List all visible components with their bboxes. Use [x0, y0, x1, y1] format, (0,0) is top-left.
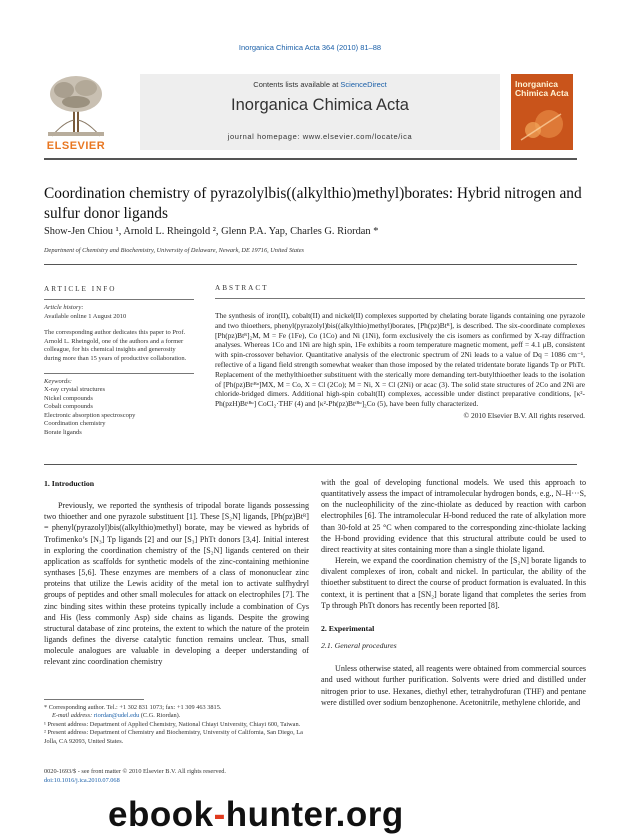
abstract-bottom-rule [44, 464, 577, 465]
sciencedirect-link[interactable]: ScienceDirect [340, 80, 387, 89]
article-authors: Show-Jen Chiou ¹, Arnold L. Rheingold ², Glenn P.A. Yap, Charles G. Riordan * [44, 226, 379, 237]
keyword-item: X-ray crystal structures [44, 386, 106, 394]
elsevier-tree-logo [44, 72, 108, 152]
keywords-label [44, 378, 194, 387]
keyword-item: Nickel compounds [44, 394, 93, 402]
body-column-left [44, 478, 309, 668]
affiliation-rule [44, 264, 577, 265]
footnote-rule [44, 699, 144, 700]
doi-link[interactable]: doi:10.1016/j.ica.2010.07.068 [44, 776, 120, 784]
keyword-item: Cobalt compounds [44, 403, 93, 411]
watermark-part2: hunter.org [225, 795, 404, 834]
footnote-corresponding: * Corresponding author. Tel.: +1 302 831 1073; fax: +1 309 463 3815. [44, 704, 222, 711]
footnote-1: ¹ Present address: Department of Applied Chemistry, National Chiayi University, Chiayi 600, Taiwan. [44, 720, 301, 728]
abstract-heading: ABSTRACT [215, 284, 269, 292]
section-heading-experimental: 2. Experimental [321, 623, 375, 633]
journal-cover-image [511, 74, 573, 150]
footnote-email [44, 712, 309, 720]
issn-line: 0020-1693/$ - see front matter © 2010 Elsevier B.V. All rights reserved. [44, 768, 226, 775]
watermark-overlay [108, 795, 608, 835]
email-link[interactable]: riordan@udel.edu [93, 712, 140, 720]
journal-masthead [44, 72, 577, 154]
cover-title: Inorganica Chimica Acta [515, 79, 569, 98]
abstract-divider [215, 298, 585, 299]
article-history-value: Available online 1 August 2010 [44, 312, 127, 320]
front-matter [44, 768, 309, 785]
keywords-list [44, 386, 194, 437]
article-history-label [44, 304, 194, 313]
email-suffix: (C.G. Riordan). [140, 712, 181, 720]
intro-paragraph-herein: Herein, we expand the coordination chemistry of the [S₂N] borate ligands to divalent complexes of iron, cobalt and nickel. In particular, the ability of the thioether substituent to direct the course of product formation is evaluated. In this context, it is pertinent that a [SN₂] borate ligand that completes the series from Tp through PhTt donors has recently been reported [8]. [321, 556, 586, 610]
keywords-label-text: Keywords: [44, 377, 72, 385]
abstract-panel [215, 284, 585, 420]
keyword-item: Borate ligands [44, 428, 82, 436]
journal-name: Inorganica Chimica Acta [231, 96, 409, 114]
keywords-divider [44, 373, 194, 374]
footnote-2: ² Present address: Department of Chemistry and Biochemistry, University of California, San Diego, La Jolla, CA 92093, United States. [44, 729, 303, 745]
section-heading-introduction: 1. Introduction [44, 479, 95, 488]
watermark-dash: - [213, 795, 226, 834]
keyword-item: Coordination chemistry [44, 420, 106, 428]
journal-header-box [140, 74, 500, 150]
intro-continuation-paragraph: with the goal of developing functional models. We used this approach to quantitatively assess the impact of intramolecular hydrogen bonds, e.g., N–H···S, on the nucleophilicity of the zinc-thiolate as deduced by reaction with carbon electrophiles [6]. The intramolecular H-bond reduced the rate of alkylation more than 30-fold at 25 °C when compared to the corresponding zinc-thiolate lacking the H-bond providing evidence that this structural attribute could be used to direct reactivity at sites containing more than a single thiolate ligand. [321, 478, 586, 554]
masthead-rule [44, 158, 577, 160]
dedication-note: The corresponding author dedicates this paper to Prof. Arnold L. Rheingold, one of the authors and a former colleague, for his chemical insights and generosity during more than 15 years of productive collaboration. [44, 329, 187, 362]
keyword-item: Electronic absorption spectroscopy [44, 411, 136, 419]
article-info-panel [44, 285, 194, 437]
subsection-heading-general: 2.1. General procedures [321, 641, 397, 651]
article-info-divider [44, 299, 194, 300]
introduction-paragraph: Previously, we reported the synthesis of tripodal borate ligands possessing two thioether and one pyrazole substituent [1]. These [S₂N] ligands, [Ph(pz)Btᴿ] = phenyl(pyrazolyl)bis((alkylthio)methyl) borate, may be viewed as hybrids of Trofimenko’s [N₃] Tp ligands [2] and our [S₃] PhTt donors [3,4]. Initial interest in exploring the coordination chemistry of the [S₂N] ligands centered on their application as scaffolds for synthetic models of the zinc-containing methionine synthases [5,6]. These enzymes are members of a class of mononuclear zinc proteins that utilize the Lewis acidity of the metal ion to activate sulfhydryl groups of peptides and other small molecules for attack on electrophiles [7]. The zinc binding sites within these proteins typically include a combination of Cys and His (less commonly Asp) side chains as ligands. Despite the growing structural database of zinc proteins, the extent to which the nature of the protein ligands defines the diverse catalytic function remains unclear. Thus, small molecule analogues are valuable in developing a deeper understanding of relevant zinc coordination chemistry [44, 501, 309, 667]
article-affiliation: Department of Chemistry and Biochemistry, University of Delaware, Newark, DE 19716, United States [44, 247, 305, 254]
contents-line [140, 80, 500, 89]
journal-homepage[interactable]: journal homepage: www.elsevier.com/locate/ica [227, 132, 413, 141]
cover-art-icon [511, 74, 573, 150]
history-label-text: Article history: [44, 304, 84, 311]
abstract-text: The synthesis of iron(II), cobalt(II) and nickel(II) complexes supported by chelating borate ligands containing one pyrazole and two thioethers, phenyl(pyrazolyl)bis((alkylthio)methyl)borates, [Ph(pz)Btᴿ], is described. The six-coordinate complexes [Ph(pz)Btᴿ]₂M, M = Fe (1Fe), Co (1Co) and Ni (1Ni), form exclusively the cis isomers as confirmed by X-ray diffraction analyses. Whereas 1Co and 1Ni are high spin, 1Fe exhibits a room temperature magnetic moment, μeff = 4.1 μB, consistent with spin-crossover behavior. Quantitative analysis of the electronic spectrum of 2Ni leads to a value of Dq = 1086 cm⁻¹, reflective of a ligand field strength somewhat weaker than those imposed by the related tridentate borate ligands Tp or PhTt. Replacement of the methylthioether substituent with the sterically more demanding tert-butylthioether leads to the isolation of [Ph(pz)Btᵗᴮᵘ]MX, M = Co, X = Cl (2Co); M = Ni, X = Cl (2Ni) or acac (3). The solid state structures of 2Co and 2Ni are chloride-bridged dimers. Additional high-spin cobalt(II) complexes, accessible under distinct preparative conditions, [κ²-Ph(pzH)Btᵗᴮᵘ] CoCl₂·THF (4) and [κ²-Ph(pz)Btᵗᴮᵘ]₂Co (5), have been fully characterized. [215, 311, 585, 409]
body-column-right [321, 477, 586, 708]
article-info-heading: ARTICLE INFO [44, 285, 117, 293]
tree-icon [44, 72, 108, 138]
article-title: Coordination chemistry of pyrazolylbis((alkylthio)methyl)borates: Hybrid nitrogen and sulfur donor ligands [44, 185, 582, 222]
contents-prefix: Contents lists available at [253, 80, 339, 89]
elsevier-wordmark: ELSEVIER [46, 140, 106, 152]
watermark-part1: ebook [108, 795, 214, 834]
email-label: E-mail address: [52, 712, 93, 720]
abstract-copyright: © 2010 Elsevier B.V. All rights reserved. [463, 410, 585, 420]
footnotes [44, 704, 309, 746]
experimental-paragraph: Unless otherwise stated, all reagents were obtained from commercial sources and used without further purification. Solvents were dried and distilled under nitrogen prior to use. Hexanes, diethyl ether, tetrahydrofuran (THF) and pentane were distilled over sodium benzophenone. Acetonitrile, methylene chloride, and [321, 664, 586, 707]
journal-citation[interactable]: Inorganica Chimica Acta 364 (2010) 81–88 [238, 43, 382, 52]
